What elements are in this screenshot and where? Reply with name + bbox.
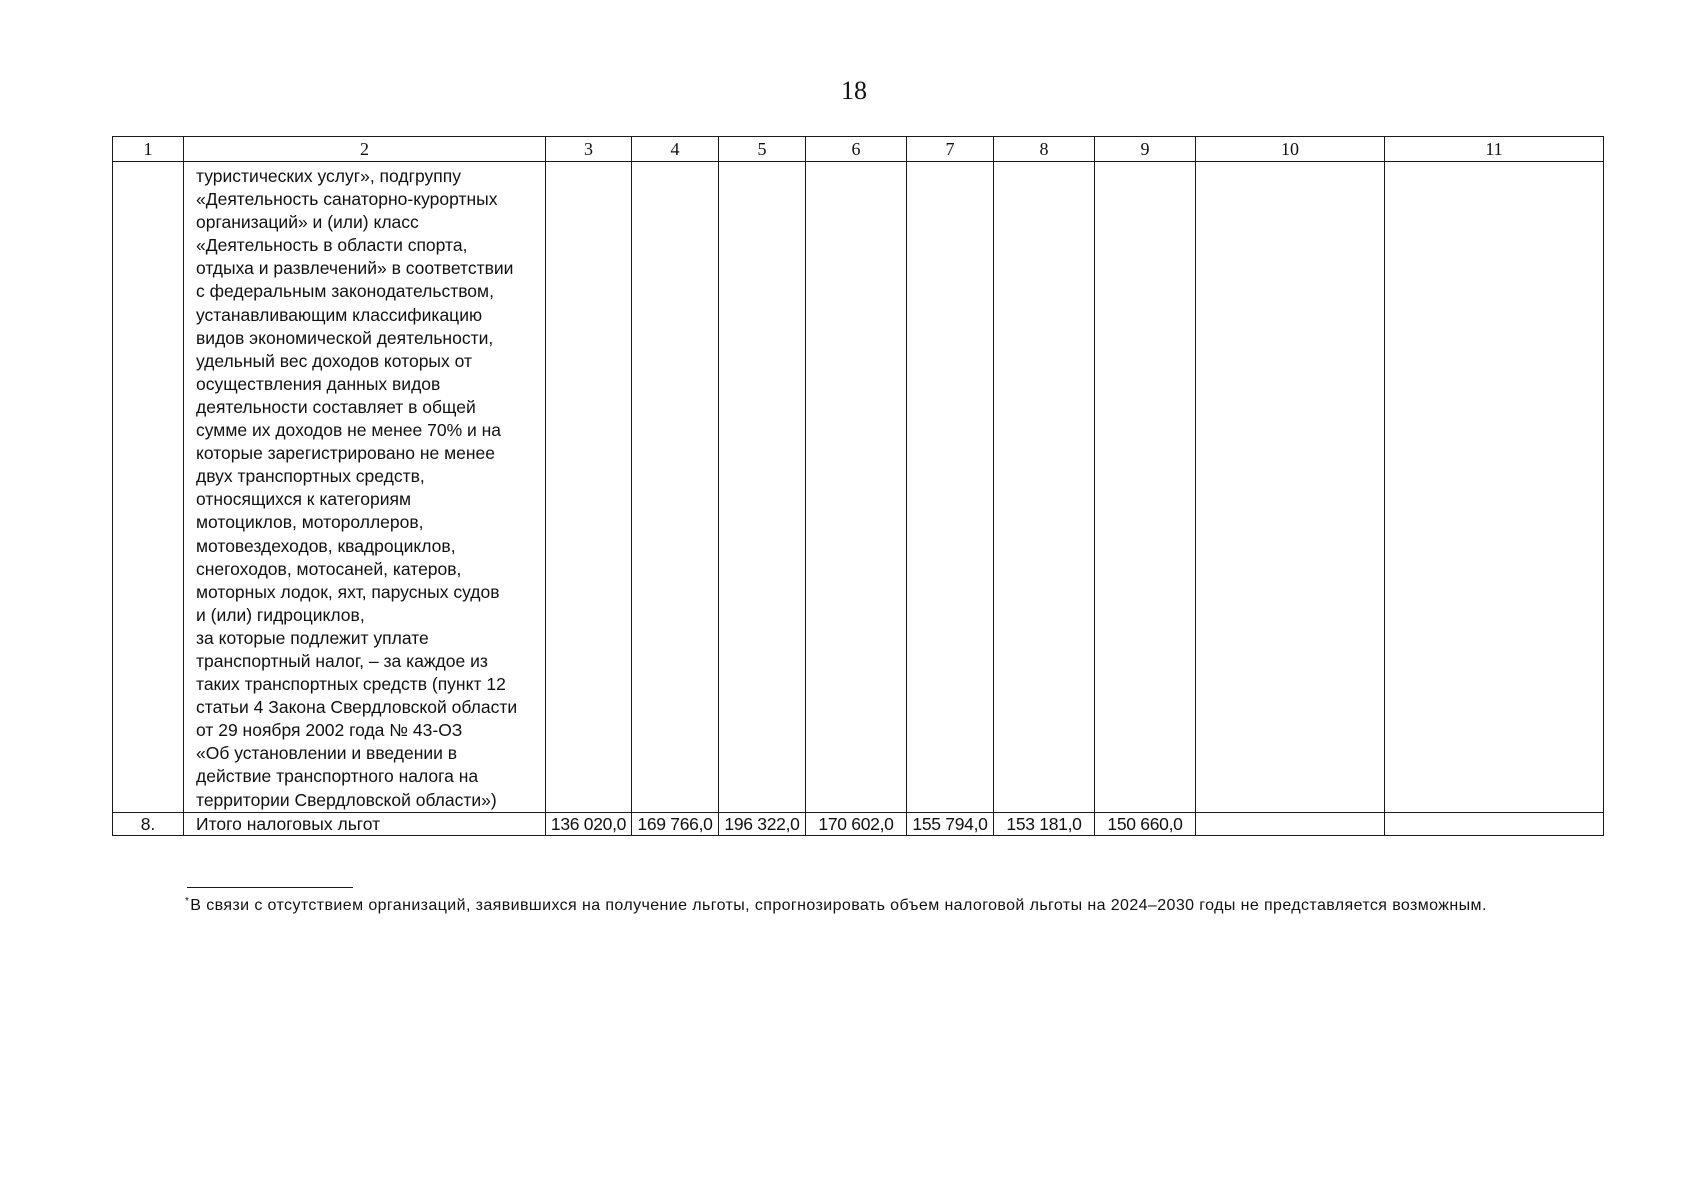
column-header: 9 <box>1095 137 1196 162</box>
column-header: 5 <box>719 137 806 162</box>
value-cell <box>546 162 632 813</box>
column-header: 10 <box>1196 137 1385 162</box>
footnote-divider <box>187 887 353 888</box>
benefit-description: туристических услуг», подгруппу «Деятельность санаторно-курортных организаций» и (или) класс «Деятельность в области спорта, отдыха и развлечений» в соответствии с федеральным законодательством, устанавливающим классификацию видов экономической деятельности, удельный вес доходов которых от осуществления данных видов деятельности составляет в общей сумме их доходов не менее 70% и на которые зарегистрировано не менее двух транспортных средств, относящихся к категориям мотоциклов, мотороллеров, мотовездеходов, квадроциклов, снегоходов, мотосаней, катеров, моторных лодок, яхт, парусных судов и (или) гидроциклов, за которые подлежит уплате транспортный налог, – за каждое из таких транспортных средств (пункт 12 статьи 4 Закона Свердловской области от 29 ноября 2002 года № 43-ОЗ «Об установлении и введении в действие транспортного налога на территории Свердловской области») <box>196 166 518 810</box>
total-value: 155 794,0 <box>907 812 994 835</box>
column-header: 2 <box>184 137 546 162</box>
column-header: 7 <box>907 137 994 162</box>
total-value <box>1385 812 1604 835</box>
value-cell <box>907 162 994 813</box>
value-cell <box>632 162 719 813</box>
total-value: 136 020,0 <box>546 812 632 835</box>
total-value: 150 660,0 <box>1095 812 1196 835</box>
column-header: 11 <box>1385 137 1604 162</box>
column-header: 4 <box>632 137 719 162</box>
total-value: 169 766,0 <box>632 812 719 835</box>
total-value: 153 181,0 <box>994 812 1095 835</box>
tax-benefits-table <box>112 136 1604 836</box>
total-value <box>1196 812 1385 835</box>
column-header: 6 <box>806 137 907 162</box>
column-header: 1 <box>113 137 184 162</box>
total-label: Итого налоговых льгот <box>184 812 546 835</box>
column-header: 8 <box>994 137 1095 162</box>
total-value: 170 602,0 <box>806 812 907 835</box>
footnote <box>112 889 1593 918</box>
header-row <box>113 137 1604 162</box>
total-value: 196 322,0 <box>719 812 806 835</box>
total-row <box>113 812 1604 835</box>
value-cell <box>1385 162 1604 813</box>
description-cell <box>184 162 546 813</box>
page-number: 18 <box>841 76 867 105</box>
value-cell <box>806 162 907 813</box>
value-cell <box>719 162 806 813</box>
footnote-text: В связи с отсутствием организаций, заявившихся на получение льготы, спрогнозировать объем налоговой льготы на 2024–2030 годы не представляется возможным. <box>190 897 1487 914</box>
value-cell <box>1196 162 1385 813</box>
value-cell <box>1095 162 1196 813</box>
row-index-cell: 8. <box>113 812 184 835</box>
row-index-cell <box>113 162 184 813</box>
value-cell <box>994 162 1095 813</box>
column-header: 3 <box>546 137 632 162</box>
continuation-row <box>113 162 1604 813</box>
footnote-marker: * <box>185 896 190 907</box>
